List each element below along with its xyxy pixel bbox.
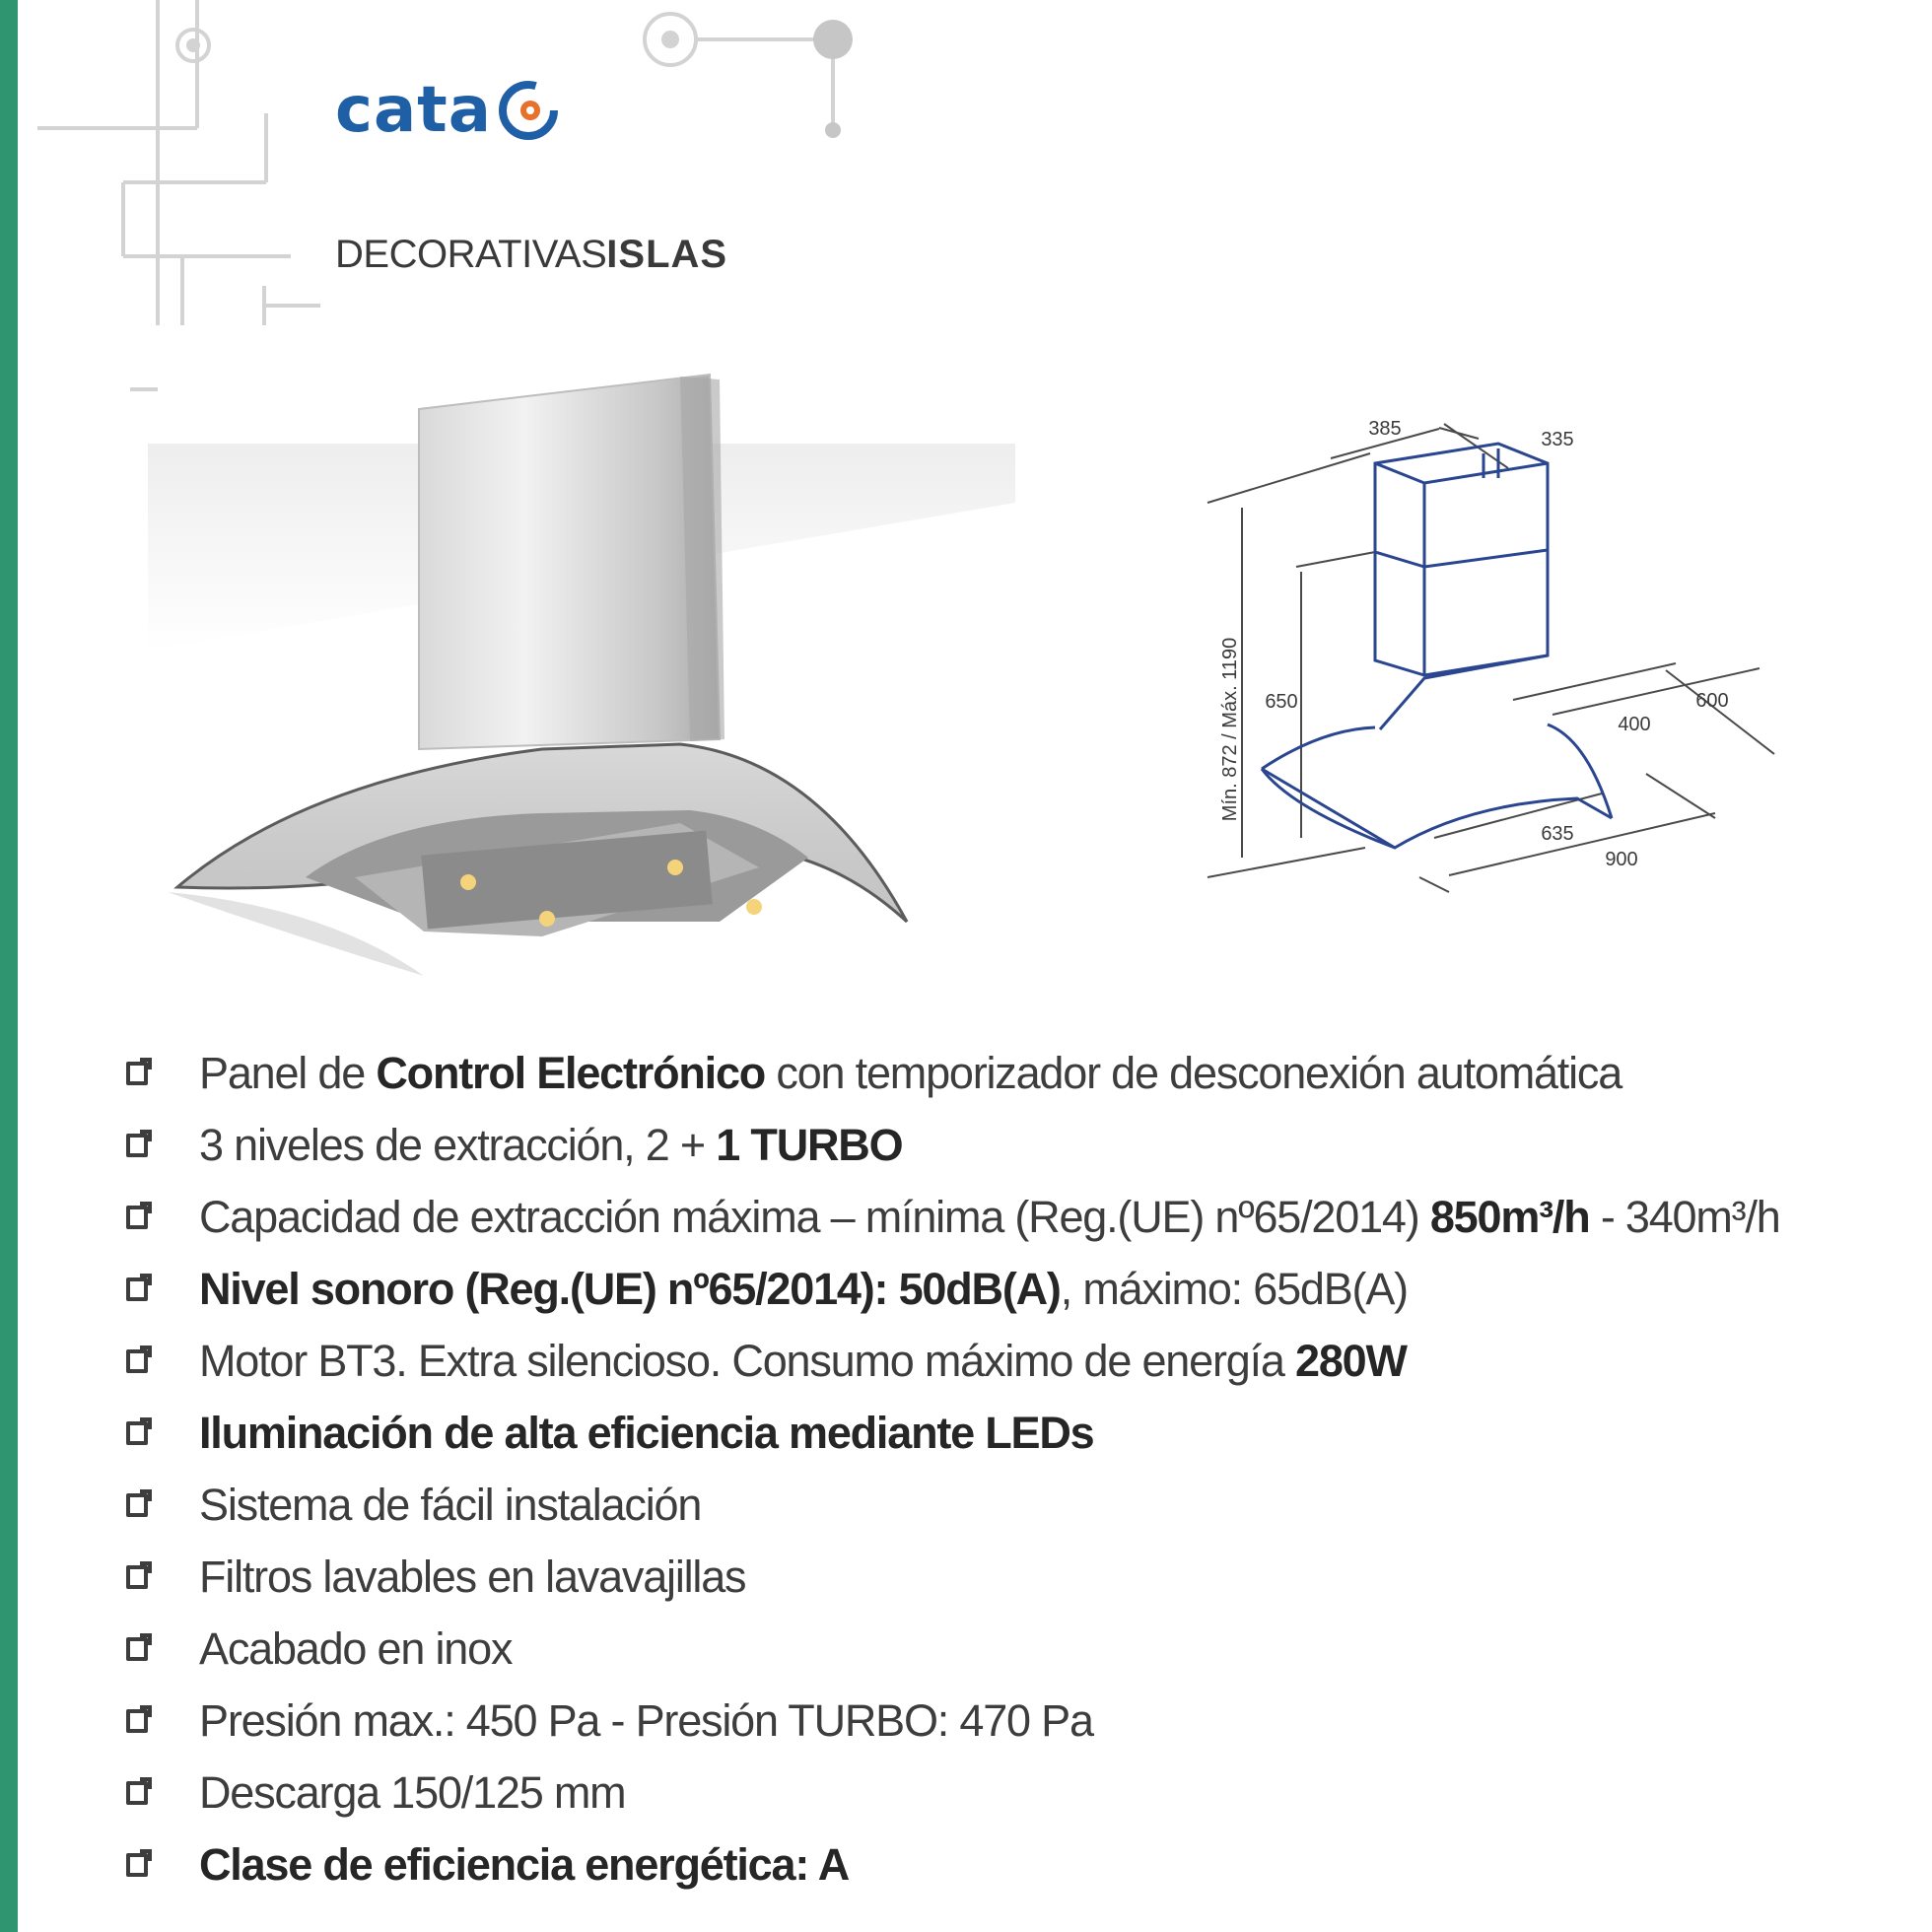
checkbox-bullet-icon xyxy=(126,1277,148,1301)
checkbox-bullet-icon xyxy=(126,1062,148,1085)
category-type: ISLAS xyxy=(606,233,728,276)
decorative-circuit-lines xyxy=(0,0,887,414)
feature-text-bold: Control Electrónico xyxy=(376,1047,766,1098)
dim-canopy-width: 900 xyxy=(1605,849,1638,870)
dim-duct-depth: 385 xyxy=(1368,418,1402,440)
feature-item xyxy=(126,1397,1780,1469)
checkbox-bullet-icon xyxy=(126,1853,148,1877)
feature-text xyxy=(199,1552,745,1603)
dim-duct-width: 335 xyxy=(1541,429,1574,450)
feature-text xyxy=(199,1192,1780,1243)
feature-list xyxy=(126,1037,1780,1900)
checkbox-bullet-icon xyxy=(126,1421,148,1445)
checkbox-bullet-icon xyxy=(126,1565,148,1589)
dim-canopy-depth: 600 xyxy=(1695,690,1729,712)
feature-text-regular: Motor BT3. Extra silencioso. Consumo máximo de energía xyxy=(199,1335,1295,1386)
feature-text xyxy=(199,1336,1407,1387)
feature-item xyxy=(126,1685,1780,1757)
feature-item xyxy=(126,1037,1780,1109)
feature-item xyxy=(126,1541,1780,1613)
checkbox-bullet-icon xyxy=(126,1206,148,1229)
feature-item xyxy=(126,1253,1780,1325)
checkbox-bullet-icon xyxy=(126,1781,148,1805)
feature-item xyxy=(126,1828,1780,1900)
feature-text-bold: Clase de eficiencia energética: A xyxy=(199,1838,850,1890)
checkbox-bullet-icon xyxy=(126,1709,148,1733)
cata-swirl-icon xyxy=(498,80,559,141)
feature-item xyxy=(126,1325,1780,1397)
feature-item xyxy=(126,1109,1780,1181)
dimension-diagram xyxy=(1193,404,1824,917)
dim-canopy-inner-width: 635 xyxy=(1541,823,1574,845)
feature-text xyxy=(199,1048,1622,1099)
feature-text-regular: Filtros lavables en lavavajillas xyxy=(199,1551,746,1602)
feature-text-bold: 1 TURBO xyxy=(716,1119,903,1170)
category-title xyxy=(335,233,727,277)
feature-item xyxy=(126,1469,1780,1541)
feature-text-regular: - 340m³/h xyxy=(1589,1191,1780,1242)
feature-text-bold: Iluminación de alta eficiencia mediante LEDs xyxy=(199,1407,1094,1458)
dim-canopy-inner-depth: 400 xyxy=(1618,714,1651,735)
feature-text-regular: Presión max.: 450 Pa - Presión TURBO: 470 Pa xyxy=(199,1694,1093,1746)
dim-glass-height: 650 xyxy=(1265,691,1298,713)
feature-text xyxy=(199,1408,1094,1459)
feature-text-regular: Descarga 150/125 mm xyxy=(199,1766,626,1818)
logo-wordmark: cata xyxy=(335,74,492,147)
checkbox-bullet-icon xyxy=(126,1637,148,1661)
feature-text-bold: 850m³/h xyxy=(1429,1191,1590,1242)
hood-product-image xyxy=(128,355,1035,986)
cata-logo xyxy=(335,74,559,147)
feature-text xyxy=(199,1695,1093,1747)
feature-text-regular: Sistema de fácil instalación xyxy=(199,1479,702,1530)
feature-text xyxy=(199,1480,701,1531)
feature-text-regular: Acabado en inox xyxy=(199,1622,513,1674)
checkbox-bullet-icon xyxy=(126,1493,148,1517)
feature-text-bold: 280W xyxy=(1295,1335,1407,1386)
feature-text-regular: Panel de xyxy=(199,1047,377,1098)
feature-text xyxy=(199,1623,512,1675)
feature-text-regular: con temporizador de desconexión automática xyxy=(765,1047,1622,1098)
feature-item xyxy=(126,1613,1780,1685)
checkbox-bullet-icon xyxy=(126,1349,148,1373)
feature-text-bold: Nivel sonoro (Reg.(UE) nº65/2014): 50dB(A) xyxy=(199,1263,1061,1314)
feature-text xyxy=(199,1767,625,1819)
feature-item xyxy=(126,1181,1780,1253)
checkbox-bullet-icon xyxy=(126,1134,148,1157)
feature-text xyxy=(199,1120,902,1171)
feature-text xyxy=(199,1264,1408,1315)
feature-text-regular: Capacidad de extracción máxima – mínima (Reg.(UE) nº65/2014) xyxy=(199,1191,1430,1242)
feature-text-regular: 3 niveles de extracción, 2 + xyxy=(199,1119,717,1170)
feature-item xyxy=(126,1757,1780,1828)
category-label: DECORATIVAS xyxy=(335,233,607,276)
dim-height-range: Mín. 872 / Máx. 1190 xyxy=(1219,637,1241,822)
feature-text xyxy=(199,1839,849,1891)
feature-text-regular: , máximo: 65dB(A) xyxy=(1060,1263,1408,1314)
